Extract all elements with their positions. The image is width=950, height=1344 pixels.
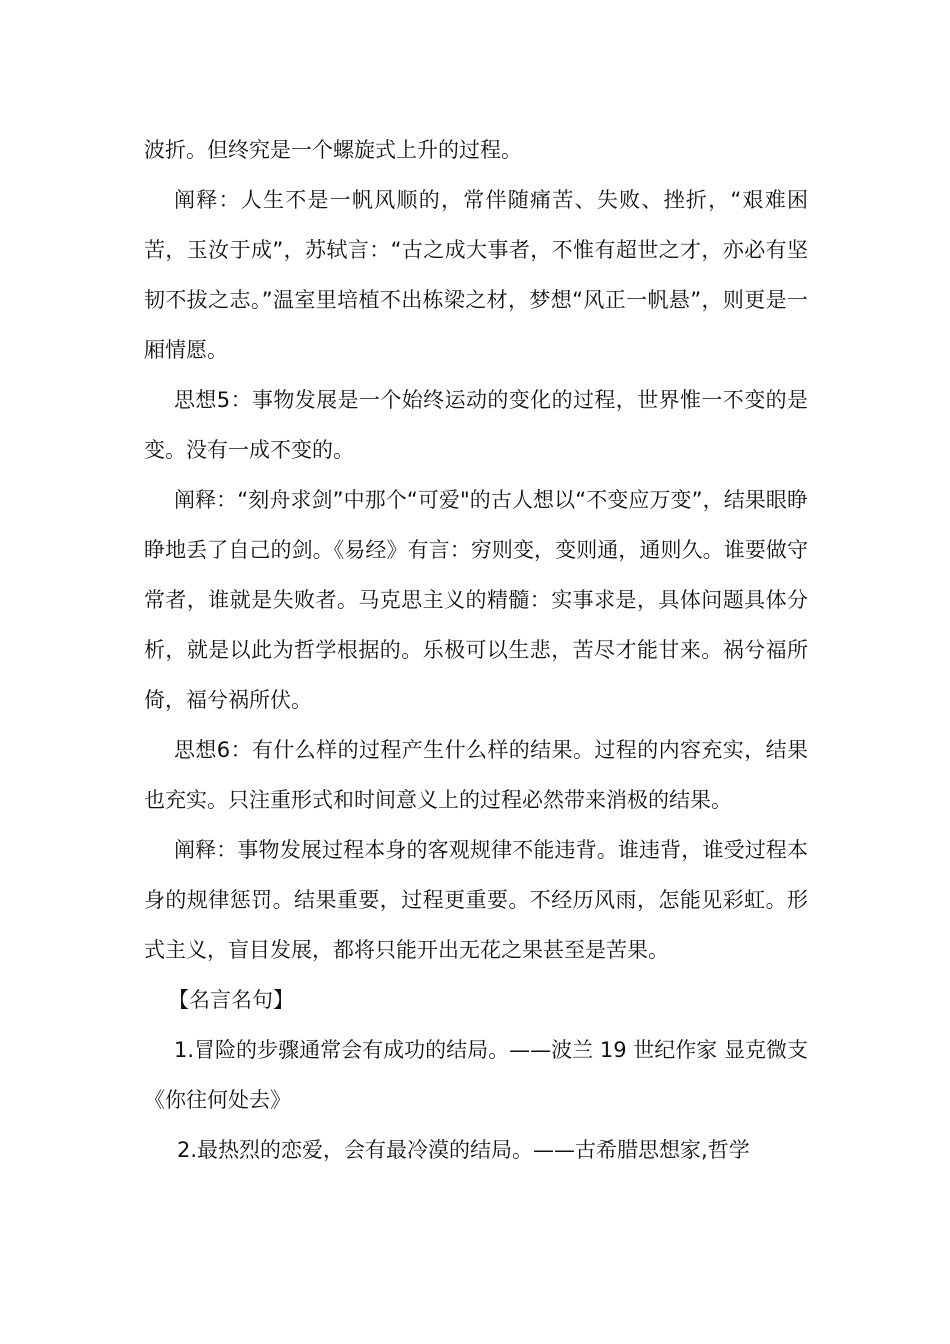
body-text — [144, 125, 808, 1175]
paragraph-thought-5: 思想5：事物发展是一个始终运动的变化的过程，世界惟一不变的是变。没有一成不变的。 — [144, 388, 808, 462]
paragraph-explanation-5: 阐释：“刻舟求剑”中那个“可爱"的古人想以“不变应万变”，结果眼睁睁地丢了自己的剑。《易经》有言：穷则变，变则通，通则久。谁要做守常者，谁就是失败者。马克思主义的精髓：实事求是，具体问题具体分析，就是以此为哲学根据的。乐极可以生悲，苦尽才能甘来。祸兮福所倚，福兮祸所伏。 — [144, 488, 808, 712]
paragraph-thought-6: 思想6：有什么样的过程产生什么样的结果。过程的内容充实，结果也充实。只注重形式和时间意义上的过程必然带来消极的结果。 — [144, 738, 808, 812]
paragraph-continuation: 波折。但终究是一个螺旋式上升的过程。 — [144, 138, 522, 162]
paragraph-explanation-6: 阐释：事物发展过程本身的客观规律不能违背。谁违背，谁受过程本身的规律惩罚。结果重要，过程更重要。不经历风雨，怎能见彩虹。形式主义，盲目发展，都将只能开出无花之果甚至是苦果。 — [144, 838, 808, 962]
quote-item-2: 2.最热烈的恋爱，会有最冷漠的结局。——古希腊思想家,哲学 — [177, 1138, 750, 1162]
section-heading-quotes: 【名言名句】 — [168, 988, 294, 1012]
quote-item-1: 1.冒险的步骤通常会有成功的结局。——波兰 19 世纪作家 显克微支 《你往何处去》 — [144, 1038, 808, 1112]
paragraph-explanation-4: 阐释：人生不是一帆风顺的，常伴随痛苦、失败、挫折，“艰难困苦，玉汝于成”，苏轼言：“古之成大事者，不惟有超世之才，亦必有坚韧不拔之志。”温室里培植不出栋梁之材，梦想“风正一帆悬”，则更是一厢情愿。 — [144, 188, 808, 362]
